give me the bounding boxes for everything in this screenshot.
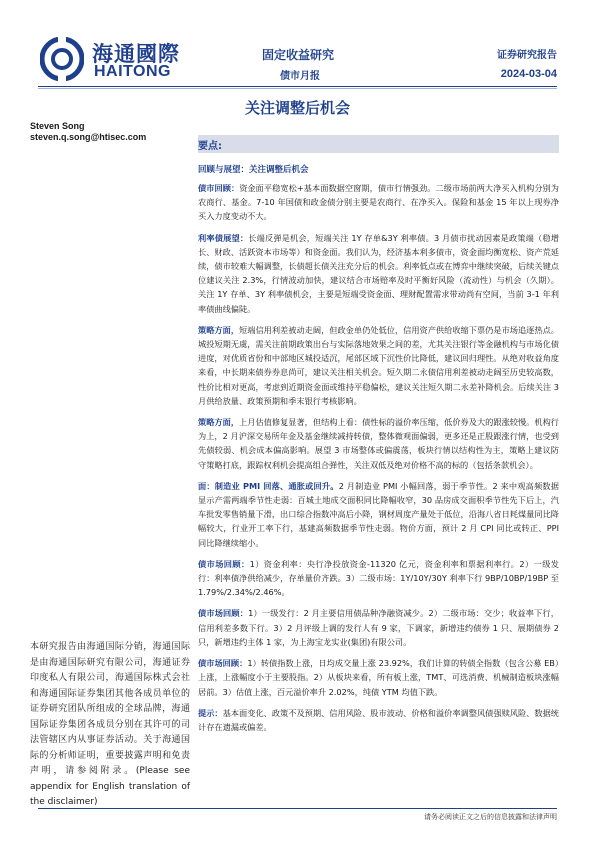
paragraph-label: 债市场回顾：: [198, 658, 248, 669]
paragraph-label: 策略方面，: [198, 417, 240, 428]
report-date: 2024-03-04: [500, 68, 557, 80]
logo-english-name: HAITONG: [94, 63, 171, 80]
paragraph-text: 上月估值修复显著，但结构上看：债性标的溢价率压缩，低价券及大的跟涨较慢。机构行为上，2 月沪深交易所年金及基金继续减持转债，整体微观面偏弱，更多还是正股跟涨行情，也受到先债较弱、机会成本偏高影响。展望 3 市场整体或偏震荡，板块行情以结构性为主，策略上建议防守策略打底，跟踪权利机会提高组合弹性，关注双低及绝对价格不高的标的（包括条款机会）。: [198, 417, 559, 470]
paragraph-text: 1）转债指数上涨，日均成交量上涨 23.92%，我们计算的转债全指数（包含公募 EB）上涨，上涨幅度小于主要股指。2）从板块来看，所有板上涨，TMT、可选消费、机械制造板块涨幅居前。3）估值上涨，百元溢价率升 2.02%，纯债 YTM 均值下跌。: [198, 658, 559, 697]
report-type: 固定收益研究: [262, 48, 335, 62]
report-title: 关注调整后机会: [244, 99, 350, 117]
paragraph-credit-market-review: [198, 606, 559, 649]
key-points-heading: 要点:: [198, 141, 222, 152]
paragraph-fundamentals: [198, 479, 559, 550]
haitong-logo-icon: [40, 37, 84, 81]
paragraph-risk-warning: [198, 706, 559, 734]
section-title: 回顾与展望：关注调整后机会: [198, 165, 309, 175]
paragraph-bond-review: [198, 181, 559, 224]
footer-notice: 请务必阅读正文之后的信息披露和法律声明: [424, 813, 557, 821]
report-subtype: 债市月报: [280, 71, 320, 82]
paragraph-label: 利率债展望：: [198, 232, 249, 243]
main-content: [198, 135, 559, 741]
logo-chinese-name: 海通國際: [92, 42, 180, 66]
paragraph-text: 基本面变化、政策不及预期、信用风险、股市波动、价格和溢价率调整风债强赎风险、数据统计存在遗漏或偏差。: [198, 707, 559, 732]
footer-divider: [38, 808, 557, 809]
paragraph-label: 债市场回顾：: [198, 608, 249, 619]
header-divider-secondary: [38, 88, 557, 89]
paragraph-label: 面：制造业 PMI 回落、通胀或回升。: [198, 480, 339, 491]
author-name: Steven Song: [30, 121, 85, 131]
paragraph-label: 债市回顾：: [198, 183, 240, 193]
paragraph-text: 资金面平稳宽松+基本面数据空窗期，债市行情强劲。二级市场前两大净买入机构分别为农商行、基金。7-10 年国债和政金债分别主要是农商行、在净买入。保险和基金 15 年以上现券净买入力度变动不大。: [198, 183, 559, 222]
paragraph-rate-outlook: [198, 231, 559, 316]
paragraph-text: 1）一级发行：2 月主要信用债品种净融资减少。2）二级市场：交少；收益率下行，信用利差多数下行。3）2 月评级上调的发行人有 9 家，下调家，新增违约债券 1 只、展期债券 2 只，新增违约主体 1 家，为上海宝龙实业(集团)有限公司。: [198, 608, 559, 647]
paragraph-text: 2 月制造业 PMI 小幅回落，弱于季节性。2 来中观高频数据显示产需两端季节性走弱：百城土地成交面积同比降幅收窄，30 品房成交面积季节性先下后上，汽车批发零售销量下滑，出口综合指数冲高后小降，钢材周度产量处于低位，沿海八省日耗煤量同比降幅较大，行业开工率下行，基建高频数据季节性走弱。物价方面，预计 2 月 CPI 同比或转正、PPI 同比降继续缩小。: [198, 480, 559, 548]
paragraph-convertible-market-review: [198, 656, 559, 699]
paragraph-text: 短端信用利差被动走阔，但政金单仍处低位，信用资产供给收缩下票仍是市场追逐热点。城投短期无虞，需关注前期政策出台与实际落地效果之间的差，尤其关注银行等金融机构与市场化债进度，对优质省份和中部地区城投适沉，尾部区域下沉性价比降低，建议回归理性。从绝对收益角度来看，中长期来债券券息尚可，建议关注相关机会。短久期二永债信用利差被动走阔至历史较高数，性价比相对更高，考虑到近期资金面或维持平稳偏松，建议关注短久期二永差补降机会。后续关注 3 月供给放量、政策预期和季末银行考核影响。: [198, 324, 559, 406]
report-category: 证券研究报告: [497, 50, 557, 61]
paragraph-label: 提示：: [198, 707, 223, 718]
header-divider: [38, 86, 557, 87]
paragraph-text: 长端反弹是机会，短端关注 1Y 存单&3Y 利率债。3 月债市扰动因素是政策端（稳增长、财政、活跃资本市场等）和资金面。我们认为，经济基本利多债市，资金面均衡宽松、资产荒延续，债市较难大幅调整，长债超长债关注充分后的机会。利率低点或在博弈中继续突破，后续关键点位建议关注 2.3%，行情波动加快，建议结合市场赔率及时平衡好风险（流动性）与机会（久期）。关注 1Y 存单、3Y 利率债机会，主要是短端受资金面、理财配置需求带动尚有空间，当前 3-1 年利率债曲线偏陡。: [198, 232, 559, 314]
paragraph-label: 策略方面，: [198, 324, 240, 335]
disclaimer-text: 本研究报告由海通国际分销，海通国际是由海通国际研究有限公司，海通证券印度私人有限公司，海通国际株式会社和海通国际证券集团其他各成员单位的证券研究团队所组成的全球品牌，海通国际证券集团各成员分别在其许可的司法管辖区内从事证券活动。关于海通国际的分析师证明，重要披露声明和免责声明，请参阅附录。(Please see appendix for English translation of the disclaimer): [30, 642, 190, 807]
paragraph-text: 1）资金利率：央行净投放资金-11320 亿元，资金利率和票据利率行。2）一级发行：利率债净供给减少，存单量价齐跌。3）二级市场：1Y/10Y/30Y 利率下行 9BP/10BP/19BP 至 1.79%/2.34%/2.46%。: [198, 558, 559, 598]
author-email[interactable]: steven.q.song@htisec.com: [30, 132, 147, 142]
paragraph-convertible-strategy: [198, 415, 559, 472]
paragraph-credit-strategy: [198, 323, 559, 408]
key-points-bar: [198, 135, 559, 153]
paragraph-label: 债市场回顾：: [198, 558, 250, 569]
paragraph-rate-market-review: [198, 557, 559, 600]
